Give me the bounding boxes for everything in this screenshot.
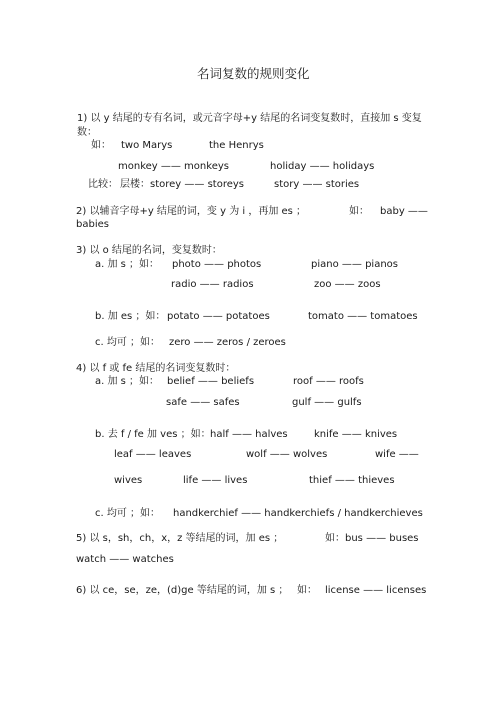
rule-1-example: holiday —— holidays — [270, 161, 375, 172]
rule-4a-example: roof —— roofs — [293, 376, 364, 387]
page-title: 名词复数的规则变化 — [197, 66, 310, 81]
rule-1-example: two Marys — [121, 140, 173, 151]
rule-3a-label: a. 加 s ；如： — [95, 259, 160, 270]
rule-3c-label: c. 均可 ；如： — [95, 337, 161, 348]
rule-3b-example: potato —— potatoes — [167, 311, 270, 322]
rule-6-text: 6) 以 ce，se，ze，(d)ge 等结尾的词，加 s ； — [76, 585, 289, 596]
rule-4b-example: wife —— — [375, 449, 419, 460]
rule-1-text-cont: 数： — [77, 127, 97, 138]
rule-1-example: the Henrys — [209, 140, 264, 151]
rule-1-compare-example: 层楼：storey —— storeys — [120, 179, 244, 190]
rule-3b-example: tomato —— tomatoes — [308, 311, 418, 322]
rule-4a-example: safe —— safes — [166, 397, 240, 408]
rule-3c-example: zero —— zeros / zeroes — [169, 337, 286, 348]
rule-4c-example: handkerchief —— handkerchiefs / handkerchieves — [173, 508, 423, 519]
rule-4a-example: belief —— beliefs — [167, 376, 255, 387]
rule-4-heading: 4) 以 f 或 fe 结尾的名词变复数时： — [76, 363, 236, 374]
rule-3b-label: b. 加 es ；如： — [95, 311, 166, 322]
rule-4a-example: gulf —— gulfs — [292, 397, 362, 408]
rule-2-text: 2) 以辅音字母+y 结尾的词，变 y 为 i ，再加 es ； — [76, 206, 307, 217]
rule-4c-label: c. 均可 ；如： — [95, 508, 161, 519]
rule-5-example-cont: watch —— watches — [76, 554, 174, 565]
rule-4b-example: wives — [114, 475, 143, 486]
rule-4b-example: half —— halves — [210, 429, 288, 440]
rule-5-example: bus —— buses — [345, 533, 419, 544]
rule-1-example: monkey —— monkeys — [118, 161, 229, 172]
rule-3a-example: photo —— photos — [172, 259, 262, 270]
rule-6-example: license —— licenses — [325, 585, 427, 596]
rule-4b-example: leaf —— leaves — [114, 449, 192, 460]
rule-4b-label: b. 去 f / fe 加 ves ；如： — [95, 429, 211, 440]
rule-1-text: 1) 以 y 结尾的专有名词，或元音字母+y 结尾的名词变复数时，直接加 s 变复 — [77, 113, 422, 124]
rule-4b-example: knife —— knives — [314, 429, 398, 440]
rule-2-example-cont: babies — [76, 219, 109, 230]
rule-3a-example: piano —— pianos — [311, 259, 398, 270]
rule-3-heading: 3) 以 o 结尾的名词，变复数时： — [76, 245, 222, 256]
rule-5-text: 5) 以 s，sh，ch，x，z 等结尾的词，加 es ； — [76, 533, 284, 544]
rule-6-example-label: 如： — [297, 585, 317, 596]
rule-3a-example: zoo —— zoos — [314, 279, 381, 290]
rule-1-compare-example: story —— stories — [274, 179, 360, 190]
rule-1-example-label: 如： — [91, 140, 111, 151]
rule-5-example-label: 如： — [325, 533, 345, 544]
rule-4b-example: thief —— thieves — [309, 475, 395, 486]
rule-4b-example: life —— lives — [183, 475, 248, 486]
rule-2-example: baby —— — [380, 206, 428, 217]
rule-4b-example: wolf —— wolves — [246, 449, 328, 460]
rule-3a-example: radio —— radios — [171, 279, 254, 290]
rule-1-compare-label: 比较： — [88, 179, 118, 190]
rule-4a-label: a. 加 s ；如： — [95, 376, 160, 387]
rule-2-example-label: 如： — [349, 206, 369, 217]
